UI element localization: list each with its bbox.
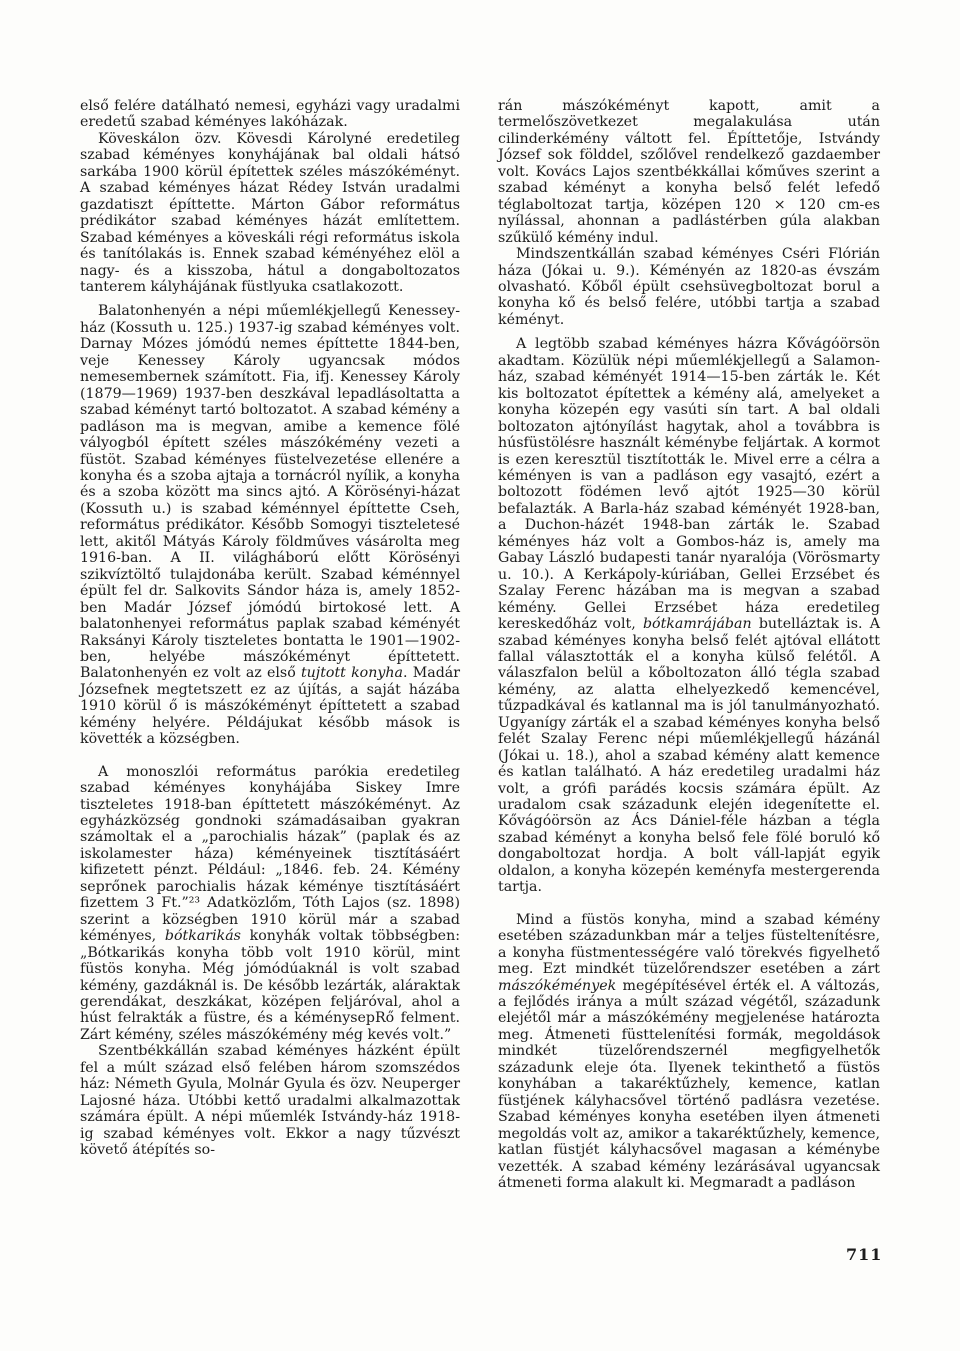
paragraph: Köveskálon özv. Kövesdi Károlyné eredetileg szabad kéményes konyhájának bal oldali hátsó sarkába 1900 körül építettek széles mászókéményt. A szabad kéményes házat Rédey István uradalmi gazdatiszt építtette. Márton Gábor református prédikátor szabad kéményes házát említettem. Szabad kéményes a köveskáli régi református iskola és tanítólakás is. Ennek szabad kéményéhez elöl a nagy- és a kisszoba, hátul a dongaboltozatos tanterem kályhájának füstlyuka csatlakozott. (80, 130, 460, 295)
right-column (498, 98, 880, 1191)
italic-term: bótkamrájában (642, 616, 752, 633)
italic-term: bótkarikás (164, 928, 241, 945)
paragraph: A legtöbb szabad kéményes házra Kővágóörsön akadtam. Közülük népi műemlékjellegű a Salamon-ház, szabad kéményét 1914—15-ben zárták le. Két kis boltozatot építettek a kémény alá, amelyeket a konyha közepén egy vasúti sín tart. A bal oldali boltozaton ajtónyílást hagytak, ahol a továbbra is húsfüstölésre használt kéménybe feljártak. A kormot is ezen keresztül tisztították le. Mivel erre a célra a kéményen is van a padláson egy vasajtó, ezért a boltozott födémen levő ajtót 1925—30 körül befalazták. A Barla-ház szabad kéményét 1928-ban, a Duchon-házét 1948-ban zárták le. Szabad kéményes ház volt a Gombos-ház is, amely ma Gabay László budapesti tanár nyaralója (Vörösmarty u. 10.). A Kerkápoly-kúriában, Gellei Erzsébet és Szalay Ferenc házában ma is megvan a szabad kémény. Gellei Erzsébet háza eredetileg kereskedőház volt, bótkamrájában butelláztak is. A szabad kéményes konyha belső felét ajtóval ellátott fallal választották el a konyha külső felétől. A válaszfalon belül a kőboltozaton álló tégla szabad kémény, az alatta elhelyezkedő kemencével, tűzpadkával és katlannal ma is jól tanulmányozható. Ugyanígy zárták el a szabad kéményes konyha belső felét Szalay Ferenc népi műemlékjellegű házánál (Jókai u. 18.), ahol a szabad kémény alatt kemence és katlan található. A ház eredetileg uradalmi ház volt, a grófi parádés kocsis számára épült. Az uradalom csak századunk elején idegenítette el. Kővágóörsön az Ács Dániel-féle házban a tégla szabad kéményt a konyha belső fele fölé boruló kő dongaboltozat hordja. A bolt váll-lapját egyik oldalon, a konyha közepén keményfa mestergerenda tartja. (498, 336, 881, 896)
page-number: 711 (846, 1245, 883, 1264)
paragraph: A monoszlói református parókia eredetileg szabad kéményes konyhájába Siskey Imre tiszteletes 1918-ban építtetett mászókéményt. Az egyházközség gondnoki számadásaiban gyakran számoltak el a „parochialis házak” (paplak és az iskolamester háza) kéményeinek tisztításáért kifizetett pénzt. Például: „1846. feb. 24. Kémény seprőnek parochialis házak kéménye tisztításáért fizettem 3 Ft.”²³ Adatközlőm, Tóth Lajos (sz. 1898) szerint a községben 1910 körül már a szabad kéményes, bótkarikás konyhák voltak többségben: „Bótkarikás konyha több volt 1910 körül, mint füstös konyha. Még jómódúaknál is volt szabad kémény, gazdáknál is. De később lezárták, aláraktak gerendákat, deszkákat, középen feljáróval, ahol a húst felrakták a füstre, és a kéménysepRő felment. Zárt kémény, széles mászókémény még kevés volt.” (80, 763, 460, 1043)
paragraph: Balatonhenyén a népi műemlékjellegű Kenessey-ház (Kossuth u. 125.) 1937-ig szabad kéményes volt. Darnay Mózes jómódú nemes építtette 1844-ben, veje Kenessey Károly ugyancsak módos nemesembernek számított. Fia, ifj. Kenessey Károly (1879—1969) 1937-ben deszkával lepadlásoltatta a szabad kéményt tartó boltozatot. A szabad kémény a padláson ma is megvan, amibe a kemence fölé vályogból épített széles mászókémény vezeti a füstöt. Szabad kéményes füstelvezetése ellenére a konyha és a szoba ajtaja a tornácról nyílik, a konyha és a szoba között ma sincs ajtó. A Körösényi-házat (Kossuth u.) is szabad kéménnyel építtette Cseh, református prédikátor. Később Somogyi tiszteletesé lett, akitől Mátyás Károly földműves vásárolta meg 1916-ban. A II. világháború előtt Körösényi szikvíztöltő tulajdonába került. Szabad kéménnyel épült fel dr. Salkovits Sándor háza is, amely 1852-ben Madár József jómódú birtokosé lett. A balatonhenyei református paplak szabad kéményét Raksányi Károly tiszteletes bontatta le 1901—1902-ben, helyébe mászókéményt építtetett. Balatonhenyén ez volt az első tujtott konyha. Madár Józsefnek megtetszett ez az újítás, a saját házába 1910 körül ő is mászókéményt építtetett a szabad kémény helyére. Példájukat később mások is követték a községben. (80, 303, 461, 748)
paragraph: Mindszentkállán szabad kéményes Cséri Flórián háza (Jókai u. 9.). Kéményén az 1820-as évszám olvasható. Kőből épült csehsüvegboltozat borul a konyha kő és belső felére, utóbbi tartja a szabad kéményt. (498, 246, 880, 328)
left-column (80, 98, 460, 1159)
paragraph: első felére datálható nemesi, egyházi vagy uradalmi eredetű szabad kéményes lakóházak. (80, 98, 460, 131)
italic-term: tujtott konyha (300, 665, 403, 682)
paragraph: rán mászókéményt kapott, amit a termelőszövetkezet megalakulása után cilinderkémény váltott fel. Építtetője, Istvándy József sok földdel, szőlővel rendelkező gazdaember volt. Kovács Lajos szentbékkállai kőműves szerint a szabad kéményt a konyha belső felét lefedő téglaboltozat tartja, középen 120 × 120 cm-es nyílással, ahonnan a padlástérben gúla alakban szűkülő kémény indul. (498, 98, 880, 246)
italic-term: mászókémények (498, 977, 617, 994)
paragraph: Mind a füstös konyha, mind a szabad kémény esetében századunkban már a teljes füsteltenítésre, a konyha füstmentességére való törekvés figyelhető meg. Ezt mindkét tüzelőrendszer esetében a zárt mászókémények megépítésével érték el. A változás, a fejlődés iránya a múlt század végétől, századunk elejétől már a mászókémény megjelenése határozta meg. Átmeneti füsttelenítési formák, megoldások mindkét tüzelőrendszernél megfigyelhetők századunk eleje óta. Ilyenek tekinthető a füstös konyhában a takaréktűzhely, kemence, katlan füstjének kályhacsővel történő padlásra vezetése. Szabad kéményes konyha esetében ilyen átmeneti megoldás volt az, amikor a takaréktűzhely, kemence, katlan füstjét kályhacsővel magasan a kéménybe vezették. A szabad kémény lezárásával ugyancsak átmeneti forma alakult ki. Megmaradt a padláson (498, 911, 880, 1191)
paragraph: Szentbékkállán szabad kéményes házként épült fel a múlt század első felében három szomszédos ház: Németh Gyula, Molnár Gyula és özv. Neuperger Lajosné háza. Utóbbi kettő uradalmi alkalmazottak számára épült. A népi műemlék Istvándy-ház 1918-ig szabad kéményes volt. Ekkor a nagy tűzvészt követő átépítés so- (80, 1043, 460, 1159)
